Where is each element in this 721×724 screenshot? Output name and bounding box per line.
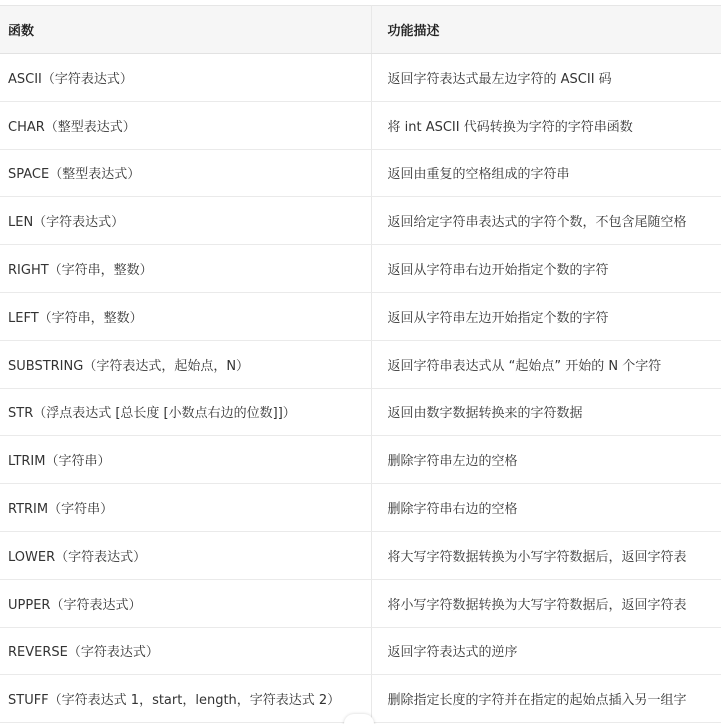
description-cell: 返回给定字符串表达式的字符个数，不包含尾随空格 (371, 197, 721, 245)
table-row (0, 149, 721, 197)
column-header-description: 功能描述 (371, 6, 721, 54)
function-cell: STR（浮点表达式 [总长度 [小数点右边的位数]]） (0, 388, 371, 436)
table-row (0, 484, 721, 532)
table-row (0, 388, 721, 436)
description-cell: 将小写字符数据转换为大写字符数据后，返回字符表 (371, 579, 721, 627)
column-header-function: 函数 (0, 6, 371, 54)
function-cell: LEN（字符表达式） (0, 197, 371, 245)
description-cell: 返回字符表达式的逆序 (371, 627, 721, 675)
description-cell: 返回从字符串右边开始指定个数的字符 (371, 245, 721, 293)
table-row (0, 54, 721, 102)
function-cell: LEFT（字符串，整数） (0, 292, 371, 340)
function-cell: LOWER（字符表达式） (0, 531, 371, 579)
function-cell: ASCII（字符表达式） (0, 54, 371, 102)
function-cell: RIGHT（字符串，整数） (0, 245, 371, 293)
table-row (0, 627, 721, 675)
table-row (0, 531, 721, 579)
scroll-handle[interactable] (344, 714, 374, 724)
table-row (0, 579, 721, 627)
function-cell: STUFF（字符表达式 1，start，length，字符表达式 2） (0, 675, 371, 723)
description-cell: 返回字符串表达式从 “起始点” 开始的 N 个字符 (371, 340, 721, 388)
description-cell: 删除字符串右边的空格 (371, 484, 721, 532)
table-row (0, 292, 721, 340)
function-cell: LTRIM（字符串） (0, 436, 371, 484)
description-cell: 删除字符串左边的空格 (371, 436, 721, 484)
description-cell: 返回由重复的空格组成的字符串 (371, 149, 721, 197)
description-cell: 返回从字符串左边开始指定个数的字符 (371, 292, 721, 340)
table-row (0, 436, 721, 484)
function-cell: UPPER（字符表达式） (0, 579, 371, 627)
function-cell: SPACE（整型表达式） (0, 149, 371, 197)
function-cell: CHAR（整型表达式） (0, 101, 371, 149)
description-cell: 将 int ASCII 代码转换为字符的字符串函数 (371, 101, 721, 149)
table-row (0, 197, 721, 245)
function-cell: REVERSE（字符表达式） (0, 627, 371, 675)
function-cell: SUBSTRING（字符表达式，起始点，N） (0, 340, 371, 388)
table-row (0, 245, 721, 293)
string-functions-table (0, 5, 721, 723)
description-cell: 返回字符表达式最左边字符的 ASCII 码 (371, 54, 721, 102)
function-cell: RTRIM（字符串） (0, 484, 371, 532)
description-cell: 将大写字符数据转换为小写字符数据后，返回字符表 (371, 531, 721, 579)
description-cell: 返回由数字数据转换来的字符数据 (371, 388, 721, 436)
table-row (0, 101, 721, 149)
table-row (0, 340, 721, 388)
description-cell: 删除指定长度的字符并在指定的起始点插入另一组字 (371, 675, 721, 723)
table-header-row (0, 6, 721, 54)
